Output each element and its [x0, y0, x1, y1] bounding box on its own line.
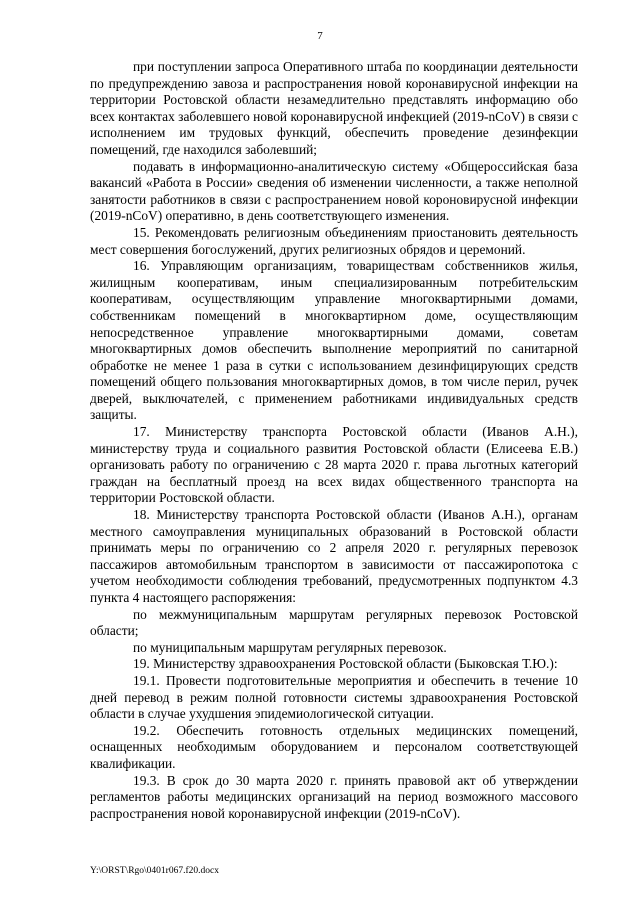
paragraph-vacancy-database: подавать в информационно-аналитическую систему «Общероссийская база вакансий «Работа в России» сведения об изменении численности, а также неполной занятости работников в связи с распространением новой короновирусной инфекции (2019-nCoV) оперативно, в день соответствующего изменения.: [90, 158, 578, 224]
paragraph-item-19: 19. Министерству здравоохранения Ростовской области (Быковская Т.Ю.):: [133, 656, 558, 672]
paragraph-item-19-3: 19.3. В срок до 30 марта 2020 г. принять правовой акт об утверждении регламентов работы медицинских организаций на период возможного массового распространения новой коронавирусной инфекции (2019-nCoV).: [90, 772, 578, 821]
paragraph-item-17: 17. Министерству транспорта Ростовской области (Иванов А.Н.), министерству труда и социального развития Ростовской области (Елисеева Е.В.) организовать работу по ограничению с 28 марта 2020 г. права льготных категорий граждан на бесплатный проезд на всех видах общественного транспорта на территории Ростовской области.: [90, 424, 578, 506]
paragraph-item-16: 16. Управляющим организациям, товариществам собственников жилья, жилищным кооперативам, иным специализированным потребительским кооперативам, осуществляющим управление многоквартирными домами, собственникам помещений в многоквартирном доме, осуществляющим непосредственное управление многоквартирными домами, советам многоквартирных домов обеспечить выполнение мероприятий по санитарной обработке не менее 1 раза в сутки с использованием дезинфицирующих средств помещений общего пользования многоквартирных домов, в том числе перил, ручек дверей, выключателей, с применением работниками индивидуальных средств защиты.: [90, 258, 578, 423]
paragraph-municipal-routes: по муниципальным маршрутам регулярных перевозок.: [133, 639, 447, 655]
paragraph-item-15: 15. Рекомендовать религиозным объединениям приостановить деятельность мест совершения богослужений, других религиозных обрядов и церемоний.: [90, 224, 578, 257]
footer-file-path: Y:\ORST\Rgo\0401r067.f20.docx: [90, 866, 219, 876]
paragraph-intermunicipal-routes: по межмуниципальным маршрутам регулярных перевозок Ростовской области;: [90, 606, 578, 639]
document-body: [90, 59, 578, 822]
paragraph-item-19-2: 19.2. Обеспечить готовность отдельных медицинских помещений, оснащенных необходимым оборудованием и персоналом соответствующей квалификации.: [90, 722, 578, 771]
paragraph-contacts-reporting: при поступлении запроса Оперативного штаба по координации деятельности по предупреждению завоза и распространения новой коронавирусной инфекции на территории Ростовской области незамедлительно представлять информацию обо всех контактах заболевшего новой коронавирусной инфекцией (2019-nCoV) в связи с исполнением им трудовых функций, обеспечить проведение дезинфекции помещений, где находился заболевший;: [90, 59, 578, 157]
paragraph-item-19-1: 19.1. Провести подготовительные мероприятия и обеспечить в течение 10 дней перевод в режим полной готовности системы здравоохранения Ростовской области в случае ухудшения эпидемиологической ситуации.: [90, 672, 578, 722]
page-number: 7: [317, 30, 323, 42]
paragraph-item-18: 18. Министерству транспорта Ростовской области (Иванов А.Н.), органам местного самоуправления муниципальных образований в Ростовской области принимать меры по ограничению со 2 апреля 2020 г. регулярных перевозок пассажиров автомобильным транспортом в зависимости от пассажиропотока с учетом необходимости соблюдения требований, предусмотренных подпунктом 4.3 пункта 4 настоящего распоряжения:: [90, 507, 578, 605]
